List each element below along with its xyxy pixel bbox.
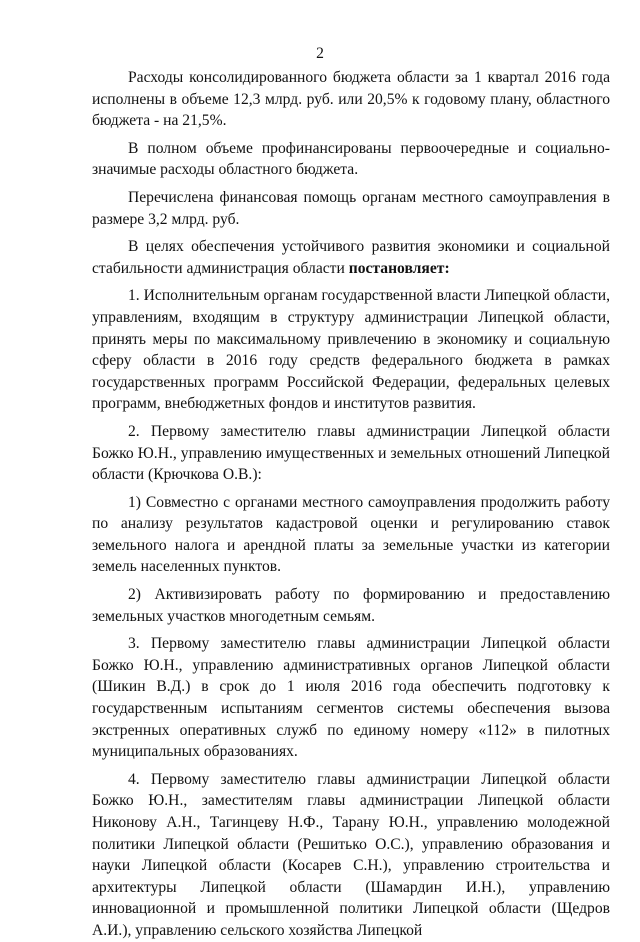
document-body <box>92 67 610 942</box>
paragraph-budget-expenses: Расходы консолидированного бюджета области за 1 квартал 2016 года исполнены в объеме 12,3 млрд. руб. или 20,5% к годовому плану, областного бюджета - на 21,5%. <box>92 69 610 130</box>
paragraph-resolution-intro <box>92 236 610 279</box>
resolution-intro-text: В целях обеспечения устойчивого развития экономики и социальной стабильности администрация области <box>92 238 610 277</box>
paragraph-item-2: 2. Первому заместителю главы администрации Липецкой области Божко Ю.Н., управлению имущественных и земельных отношений Липецкой области (Крючкова О.В.): <box>92 422 610 484</box>
page-number: 2 <box>316 45 324 62</box>
paragraph-item-2-2: 2) Активизировать работу по формированию и предоставлению земельных участков многодетным семьям. <box>92 586 610 625</box>
paragraph-financial-aid: Перечислена финансовая помощь органам местного самоуправления в размере 3,2 млрд. руб. <box>92 188 610 228</box>
paragraph-item-2-1: 1) Совместно с органами местного самоуправления продолжить работу по анализу результатов кадастровой оценки и регулированию ставок земельного налога и арендной платы за земельные участки из категории земель населенных пунктов. <box>92 493 610 576</box>
paragraph-item-1: 1. Исполнительным органам государственной власти Липецкой области, управлениям, входящим в структуру администрации Липецкой области, принять меры по максимальному привлечению в экономику и социальную сферу области в 2016 году средств федерального бюджета в рамках государственных программ Российской Федерации, федеральных целевых программ, внебюджетных фондов и институтов развития. <box>92 287 610 413</box>
paragraph-item-4: 4. Первому заместителю главы администрации Липецкой области Божко Ю.Н., заместителям главы администрации Липецкой области Никонову А.Н., Тагинцеву Н.Ф., Тарану Ю.Н., управлению молодежной политики Липецкой области (Решитько О.С.), управлению образования и науки Липецкой области (Косарев С.Н.), управлению строительства и архитектуры Липецкой области (Шамардин И.Н.), управлению инновационной и промышленной политики Липецкой области (Щедров А.И.), управлению сельского хозяйства Липецкой <box>92 770 610 939</box>
paragraph-financing: В полном объеме профинансированы первоочередные и социально-значимые расходы областного бюджета. <box>92 139 610 179</box>
resolution-keyword: постановляет: <box>348 259 450 277</box>
paragraph-item-3: 3. Первому заместителю главы администрации Липецкой области Божко Ю.Н., управлению административных органов Липецкой области (Шикин В.Д.) в срок до 1 июля 2016 года обеспечить подготовку к государственным испытаниям сегментов системы обеспечения вызова экстренных оперативных служб по единому номеру «112» в пилотных муниципальных образованиях. <box>92 635 610 761</box>
